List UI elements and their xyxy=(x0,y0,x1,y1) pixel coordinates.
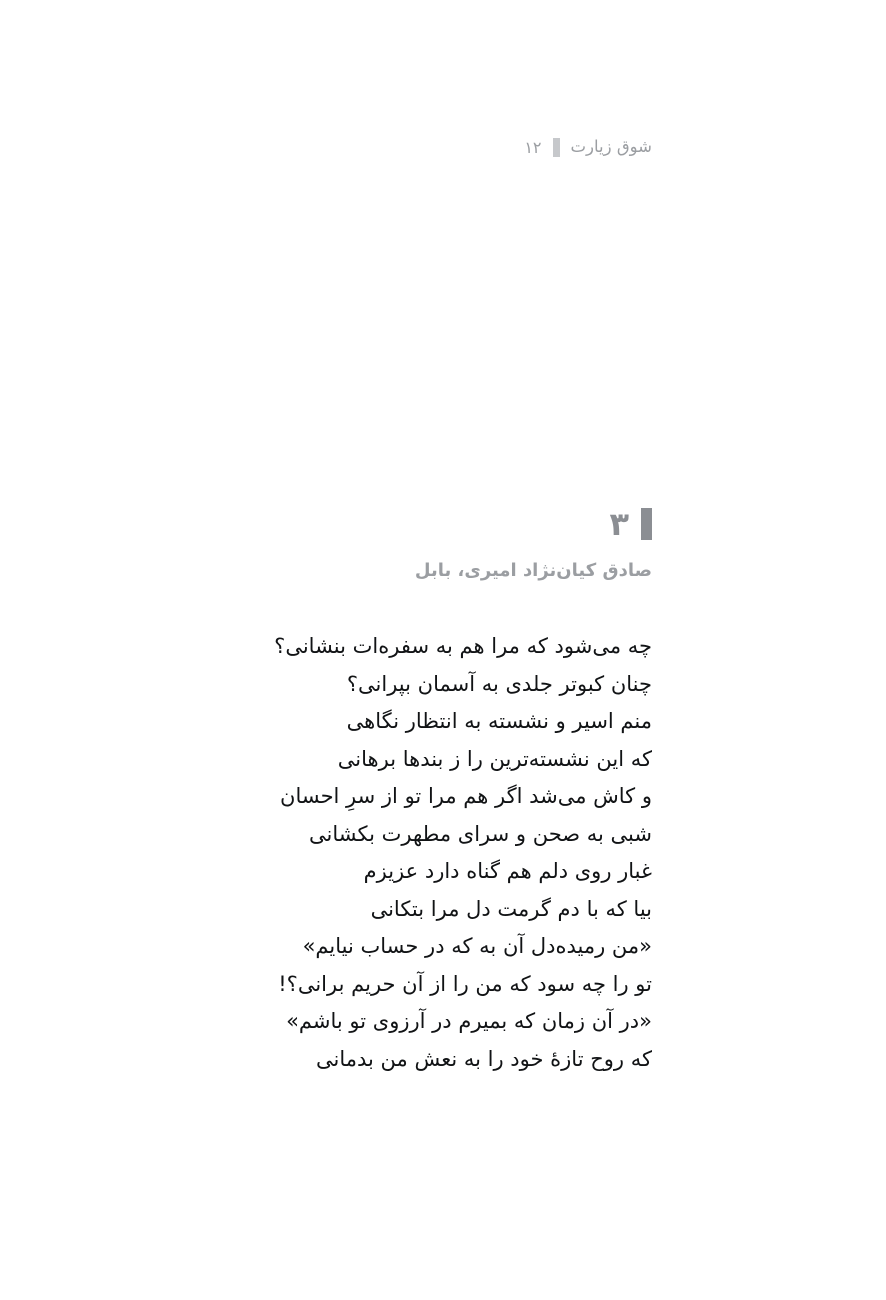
poem-line: که این نشسته‌ترین را ز بندها برهانی xyxy=(337,746,652,771)
poem-line: چنان کبوتر جلدی به آسمان بپرانی؟ xyxy=(346,671,652,696)
header-separator-rule xyxy=(553,138,560,157)
poem-line: چه می‌شود که مرا هم به سفره‌ات بنشانی؟ xyxy=(274,634,652,658)
poem-line: «من رمیده‌دل آن به که در حساب نیایم» xyxy=(302,934,652,958)
page-number: ۱۲ xyxy=(524,137,542,157)
poem-line: شبی به صحن و سرای مطهرت بکشانی xyxy=(309,821,652,846)
poem-line: و کاش می‌شد اگر هم مرا تو از سرِ احسان xyxy=(280,784,652,808)
poem-line: بیا که با دم گرمت دل مرا بتکانی xyxy=(370,896,652,921)
poem-number-block xyxy=(609,505,652,543)
poem-body xyxy=(232,628,652,1078)
poem-line: تو را چه سود که من را از آن حریم برانی؟! xyxy=(278,971,652,996)
poem-line: منم اسیر و نشسته به انتظار نگاهی xyxy=(346,709,652,733)
poem-line: غبار روی دلم هم گناه دارد عزیزم xyxy=(363,859,652,883)
poem-author: صادق کیان‌نژاد امیری، بابل xyxy=(414,560,652,581)
poem-line: «در آن زمان که بمیرم در آرزوی تو باشم» xyxy=(286,1009,652,1033)
poem-line: که روح تازهٔ خود را به نعش من بدمانی xyxy=(316,1046,652,1071)
poem-number-rule xyxy=(641,508,652,540)
poem-number: ۳ xyxy=(609,505,629,543)
running-header xyxy=(524,138,652,157)
book-title: شوق زیارت xyxy=(570,137,652,157)
